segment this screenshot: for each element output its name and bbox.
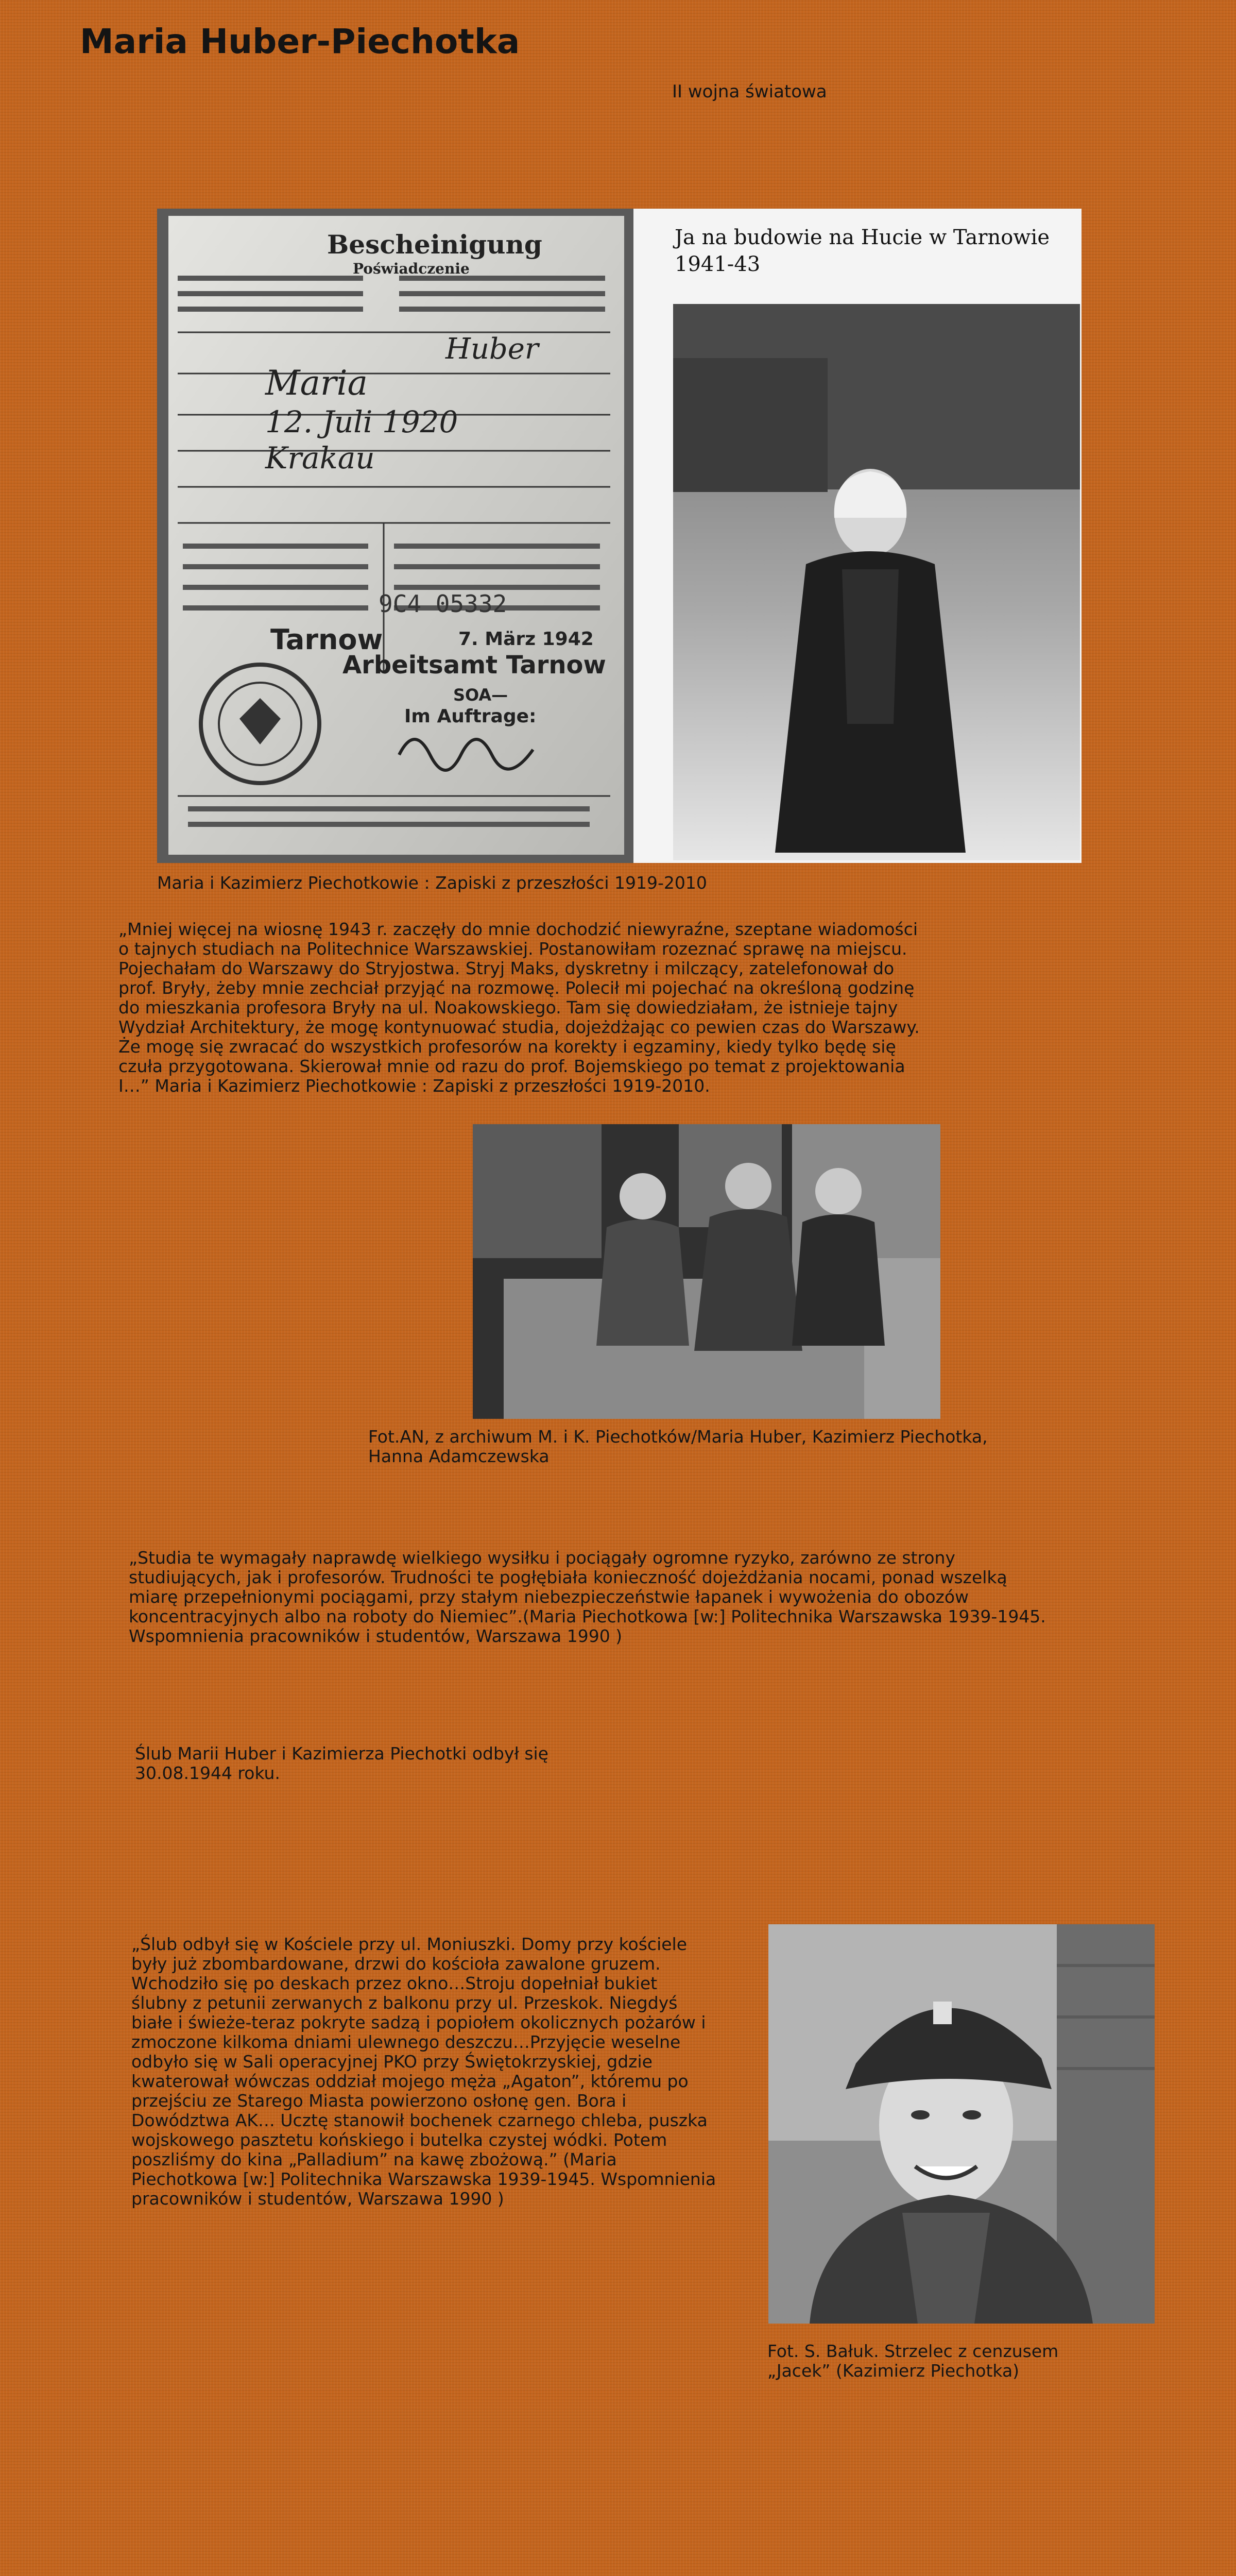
- quote-study-risks: „Studia te wymagały naprawdę wielkiego wysiłku i pociągały ogromne ryzyko, zarówno ze strony studiujących, jak i profesorów. Trudności te pogłębiała konieczność dojeżdżania nocami, ponad wszelką miarę przepełnionymi pociągami, przy stałym niebezpieczeństwie łapanek i wywożenia do obozów koncentracyjnych albo na roboty do Niemiec”.(Maria Piechotkowa [w:] Politechnika Warszawska 1939-1945. Wspomnienia pracowników i studentów, Warszawa 1990 ): [129, 1548, 1046, 1646]
- document-birthplace: Krakau: [265, 440, 375, 476]
- document-city: Tarnow: [270, 623, 383, 656]
- document-surname: Huber: [445, 332, 539, 366]
- handwritten-caption-line1: Ja na budowie na Hucie w Tarnowie: [675, 226, 1050, 249]
- photo1-caption: Maria i Kazimierz Piechotkowie : Zapiski z przeszłości 1919-2010: [157, 873, 707, 893]
- photo2-caption: Fot.AN, z archiwum M. i K. Piechotków/Maria Huber, Kazimierz Piechotka, Hanna Adamczewska: [368, 1427, 988, 1466]
- soldier-photo-illustration: [768, 1924, 1155, 2324]
- quote-wedding-story: „Ślub odbył się w Kościele przy ul. Moniuszki. Domy przy kościele były już zbombardowane, drzwi do kościoła zawalone gruzem. Wchodziło się po deskach przez okno…Stroju dopełniał bukiet ślubny z petunii zerwanych z balkonu przy ul. Przeskok. Niegdyś białe i świeże-teraz pokryte sadzą i popiołem okolicznych pożarów i zmoczone kilkoma dniami ulewnego deszczu…Przyjęcie weselne odbyło się w Sali operacyjnej PKO przy Świętokrzyskiej, gdzie kwaterował wówczas oddział mojego męża „Agaton”, któremu po przejściu ze Starego Miasta powierzono osłonę gen. Bora i Dowództwa AK… Ucztę stanowił bochenek czarnego chleba, puszka wojskowego pasztetu końskiego i butelka czystej wódki. Potem poszliśmy do kina „Palladium” na kawę zbożową.” (Maria Piechotkowa [w:] Politechnika Warszawska 1939-1945. Wspomnienia pracowników i studentów, Warszawa 1990 ): [131, 1934, 716, 2209]
- wedding-note: Ślub Marii Huber i Kazimierza Piechotki odbył się 30.08.1944 roku.: [135, 1743, 548, 1783]
- photo-soldier-portrait: [768, 1924, 1155, 2324]
- page-subtitle: II wojna światowa: [672, 81, 827, 102]
- photo-document-and-portrait: [157, 209, 1082, 863]
- document-photo-illustration: [157, 209, 1082, 863]
- document-office: Arbeitsamt Tarnow: [342, 651, 606, 680]
- document-date: 7. März 1942: [458, 629, 594, 650]
- document-firstname: Maria: [265, 363, 368, 403]
- document-number: 9C4 05332: [379, 590, 507, 618]
- quote-secret-studies: „Mniej więcej na wiosnę 1943 r. zaczęły do mnie dochodzić niewyraźne, szeptane wiadomości o tajnych studiach na Politechnice Warszawskiej. Postanowiłam rozeznać sprawę na miejscu. Pojechałam do Warszawy do Stryjostwa. Stryj Maks, dyskretny i milczący, zatelefonował do prof. Bryły, żeby mnie zechciał przyjąć na rozmowę. Polecił mi pojechać na określoną godzinę do mieszkania profesora Bryły na ul. Noakowskiego. Tam się dowiedziałam, że istnieje tajny Wydział Architektury, że mogę kontynuować studia, dojeżdżając co pewien czas do Warszawy. Że mogę się zwracać do wszystkich profesorów na korekty i egzaminy, kiedy tylko będę się czuła przygotowana. Skierował mnie od razu do prof. Bojemskiego po temat z projektowania I…” Maria i Kazimierz Piechotkowie : Zapiski z przeszłości 1919-2010.: [118, 919, 920, 1096]
- photo-handwritten-caption: [675, 224, 1076, 278]
- document-subtitle: Poświadczenie: [353, 260, 470, 277]
- photo-three-people: [473, 1124, 940, 1419]
- document-in-auftrage: Im Auftrage:: [404, 706, 537, 727]
- photo3-caption: Fot. S. Bałuk. Strzelec z cenzusem „Jacek” (Kazimierz Piechotka): [767, 2341, 1059, 2381]
- page-title: Maria Huber-Piechotka: [80, 22, 520, 61]
- three-people-photo-illustration: [473, 1124, 940, 1419]
- document-birthdate: 12. Juli 1920: [265, 404, 458, 439]
- handwritten-caption-line2: 1941-43: [675, 252, 761, 276]
- document-office-sub: SOA—: [453, 685, 508, 705]
- document-title: Bescheinigung: [327, 229, 542, 260]
